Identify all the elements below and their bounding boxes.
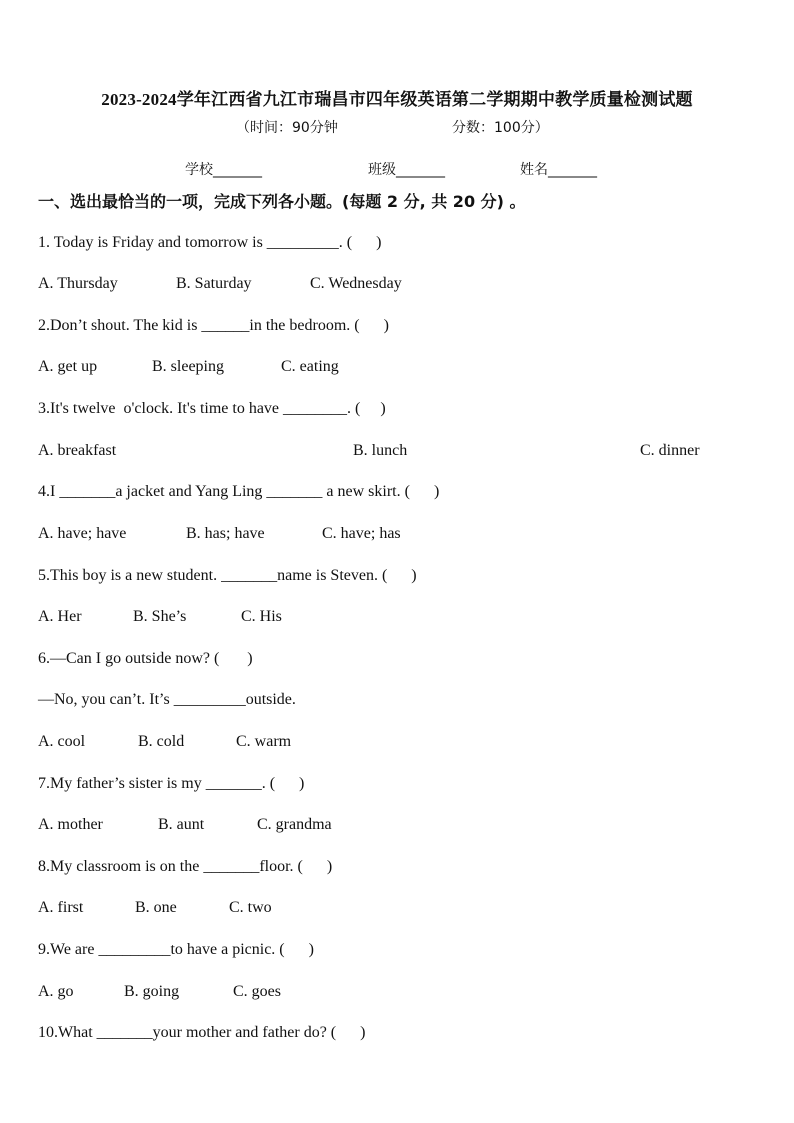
option-b: B. She’s	[133, 608, 187, 625]
question-stem-reply: —No, you can’t. It’s _________outside.	[38, 691, 296, 708]
question-stem: 2.Don’t shout. The kid is ______in the bedroom. ( )	[38, 317, 389, 334]
option-b: B. lunch	[353, 442, 408, 459]
option-a: A. cool	[38, 733, 86, 750]
question-stem: 9.We are _________to have a picnic. ( )	[38, 941, 314, 958]
option-a: A. have; have	[38, 525, 127, 542]
exam-score: 分数：100分）	[452, 120, 549, 136]
question-stem: 8.My classroom is on the _______floor. ( )	[38, 858, 333, 875]
option-c: C. grandma	[257, 816, 332, 833]
question-stem: 1. Today is Friday and tomorrow is _________. ( )	[38, 234, 382, 251]
question-stem: 10.What _______your mother and father do? ( )	[38, 1024, 366, 1041]
option-b: B. Saturday	[176, 275, 252, 292]
option-a: A. Thursday	[38, 275, 118, 292]
option-b: B. aunt	[158, 816, 205, 833]
option-a: A. breakfast	[38, 442, 117, 459]
page-title: 2023-2024学年江西省九江市瑞昌市四年级英语第二学期期中教学质量检测试题	[101, 90, 693, 109]
option-b: B. one	[135, 899, 177, 916]
school-field: 学校_______	[185, 162, 262, 178]
option-a: A. go	[38, 983, 74, 1000]
name-field: 姓名_______	[520, 162, 597, 178]
option-c: C. warm	[236, 733, 292, 750]
question-stem: 3.It's twelve o'clock. It's time to have ________. ( )	[38, 400, 386, 417]
option-c: C. two	[229, 899, 272, 916]
option-c: C. His	[241, 608, 282, 625]
section-heading: 一、选出最恰当的一项，完成下列各小题。(每题 2 分, 共 20 分) 。	[38, 192, 526, 211]
option-a: A. mother	[38, 816, 103, 833]
option-c: C. have; has	[322, 525, 401, 542]
question-stem: 7.My father’s sister is my _______. ( )	[38, 775, 305, 792]
option-a: A. get up	[38, 358, 98, 375]
exam-time: （时间：90分钟	[236, 120, 338, 136]
question-stem: 6.—Can I go outside now? ( )	[38, 650, 253, 667]
option-b: B. cold	[138, 733, 185, 750]
option-c: C. Wednesday	[310, 275, 402, 292]
option-c: C. dinner	[640, 442, 700, 459]
option-b: B. sleeping	[152, 358, 224, 375]
option-b: B. going	[124, 983, 180, 1000]
question-stem: 5.This boy is a new student. _______name is Steven. ( )	[38, 567, 417, 584]
option-b: B. has; have	[186, 525, 265, 542]
option-c: C. goes	[233, 983, 281, 1000]
option-a: A. Her	[38, 608, 82, 625]
option-c: C. eating	[281, 358, 339, 375]
option-a: A. first	[38, 899, 84, 916]
class-field: 班级_______	[368, 162, 445, 178]
question-stem: 4.I _______a jacket and Yang Ling _______ a new skirt. ( )	[38, 483, 440, 500]
